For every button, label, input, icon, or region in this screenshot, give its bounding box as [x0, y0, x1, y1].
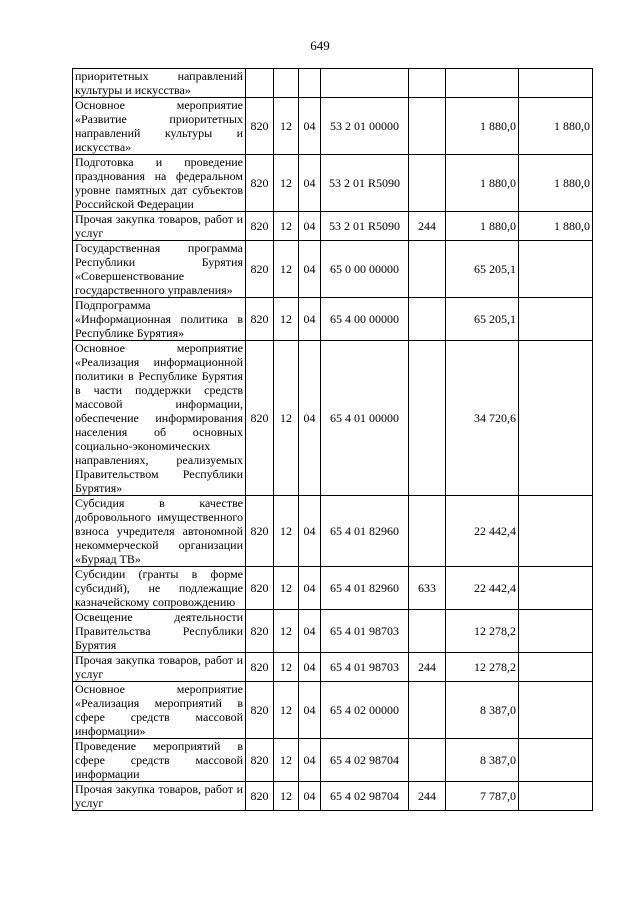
table-row [73, 241, 593, 298]
amount-year1-cell: 22 442,4 [446, 496, 519, 567]
expense-name-cell: Основное мероприятие «Реализация информационной политики в Республике Бурятия в части поддержки средств массовой информации, обеспечение информирования населения об основных социально-экономических направлениях, реализуемых Правительством Республики Бурятия» [73, 341, 246, 496]
grbs-code-cell [246, 69, 274, 98]
expense-name-cell: Подготовка и проведение празднования на федеральном уровне памятных дат субъектов Российской Федерации [73, 155, 246, 212]
target-article-code-cell [321, 69, 409, 98]
amount-year1-cell: 8 387,0 [446, 682, 519, 739]
subsection-code-cell: 04 [299, 567, 321, 610]
amount-year2-cell: 1 880,0 [519, 155, 593, 212]
page-number: 649 [310, 38, 330, 53]
grbs-code-cell: 820 [246, 653, 274, 682]
expense-type-code-cell [409, 682, 446, 739]
table-row [73, 496, 593, 567]
amount-year1-cell: 1 880,0 [446, 212, 519, 241]
grbs-code-cell: 820 [246, 567, 274, 610]
expense-type-code-cell: 633 [409, 567, 446, 610]
table-row [73, 298, 593, 341]
amount-year1-cell: 1 880,0 [446, 98, 519, 155]
section-code-cell: 12 [274, 298, 299, 341]
amount-year2-cell [519, 241, 593, 298]
expense-type-code-cell [409, 739, 446, 782]
grbs-code-cell: 820 [246, 782, 274, 811]
table-row [73, 610, 593, 653]
table-row [73, 682, 593, 739]
expense-type-code-cell [409, 241, 446, 298]
table-row [73, 212, 593, 241]
expense-name-cell: Прочая закупка товаров, работ и услуг [73, 212, 246, 241]
expense-type-code-cell [409, 155, 446, 212]
amount-year2-cell [519, 341, 593, 496]
grbs-code-cell: 820 [246, 610, 274, 653]
subsection-code-cell: 04 [299, 682, 321, 739]
table-row [73, 782, 593, 811]
target-article-code-cell: 65 4 01 98703 [321, 653, 409, 682]
table-row [73, 98, 593, 155]
expense-name-cell: Подпрограмма «Информационная политика в Республике Бурятия» [73, 298, 246, 341]
section-code-cell: 12 [274, 155, 299, 212]
section-code-cell: 12 [274, 212, 299, 241]
grbs-code-cell: 820 [246, 496, 274, 567]
amount-year2-cell [519, 682, 593, 739]
expense-type-code-cell: 244 [409, 653, 446, 682]
target-article-code-cell: 65 0 00 00000 [321, 241, 409, 298]
subsection-code-cell: 04 [299, 341, 321, 496]
subsection-code-cell: 04 [299, 496, 321, 567]
section-code-cell: 12 [274, 739, 299, 782]
expense-name-cell: Основное мероприятие «Реализация мероприятий в сфере средств массовой информации» [73, 682, 246, 739]
subsection-code-cell [299, 69, 321, 98]
grbs-code-cell: 820 [246, 298, 274, 341]
table-row [73, 341, 593, 496]
amount-year2-cell [519, 653, 593, 682]
amount-year1-cell: 12 278,2 [446, 610, 519, 653]
amount-year2-cell [519, 69, 593, 98]
section-code-cell: 12 [274, 341, 299, 496]
grbs-code-cell: 820 [246, 739, 274, 782]
target-article-code-cell: 53 2 01 00000 [321, 98, 409, 155]
expense-type-code-cell: 244 [409, 782, 446, 811]
subsection-code-cell: 04 [299, 782, 321, 811]
target-article-code-cell: 65 4 02 98704 [321, 739, 409, 782]
amount-year2-cell [519, 782, 593, 811]
target-article-code-cell: 65 4 01 82960 [321, 496, 409, 567]
subsection-code-cell: 04 [299, 298, 321, 341]
expense-name-cell: Прочая закупка товаров, работ и услуг [73, 782, 246, 811]
table-body [73, 69, 593, 811]
target-article-code-cell: 65 4 01 00000 [321, 341, 409, 496]
amount-year1-cell: 65 205,1 [446, 298, 519, 341]
expense-type-code-cell [409, 69, 446, 98]
section-code-cell: 12 [274, 782, 299, 811]
section-code-cell: 12 [274, 610, 299, 653]
amount-year1-cell: 1 880,0 [446, 155, 519, 212]
subsection-code-cell: 04 [299, 98, 321, 155]
expense-type-code-cell: 244 [409, 212, 446, 241]
grbs-code-cell: 820 [246, 341, 274, 496]
expense-type-code-cell [409, 298, 446, 341]
table-row [73, 653, 593, 682]
grbs-code-cell: 820 [246, 212, 274, 241]
amount-year1-cell: 22 442,4 [446, 567, 519, 610]
expense-name-cell: Основное мероприятие «Развитие приоритетных направлений культуры и искусства» [73, 98, 246, 155]
target-article-code-cell: 65 4 02 98704 [321, 782, 409, 811]
amount-year2-cell [519, 496, 593, 567]
expense-type-code-cell [409, 496, 446, 567]
amount-year2-cell [519, 610, 593, 653]
subsection-code-cell: 04 [299, 653, 321, 682]
target-article-code-cell: 53 2 01 R5090 [321, 212, 409, 241]
amount-year1-cell [446, 69, 519, 98]
expense-name-cell: Субсидии (гранты в форме субсидий), не подлежащие казначейскому сопровождению [73, 567, 246, 610]
amount-year2-cell: 1 880,0 [519, 98, 593, 155]
amount-year1-cell: 7 787,0 [446, 782, 519, 811]
section-code-cell: 12 [274, 98, 299, 155]
expense-name-cell: Субсидия в качестве добровольного имущественного взноса учредителя автономной некоммерческой организации «Буряад ТВ» [73, 496, 246, 567]
amount-year1-cell: 12 278,2 [446, 653, 519, 682]
amount-year2-cell: 1 880,0 [519, 212, 593, 241]
section-code-cell: 12 [274, 496, 299, 567]
section-code-cell: 12 [274, 682, 299, 739]
subsection-code-cell: 04 [299, 739, 321, 782]
table-row [73, 739, 593, 782]
expense-type-code-cell [409, 341, 446, 496]
expense-name-cell: Освещение деятельности Правительства Республики Бурятия [73, 610, 246, 653]
grbs-code-cell: 820 [246, 241, 274, 298]
amount-year2-cell [519, 298, 593, 341]
grbs-code-cell: 820 [246, 682, 274, 739]
grbs-code-cell: 820 [246, 98, 274, 155]
target-article-code-cell: 65 4 00 00000 [321, 298, 409, 341]
section-code-cell: 12 [274, 241, 299, 298]
expense-type-code-cell [409, 98, 446, 155]
target-article-code-cell: 65 4 01 82960 [321, 567, 409, 610]
amount-year1-cell: 34 720,6 [446, 341, 519, 496]
target-article-code-cell: 53 2 01 R5090 [321, 155, 409, 212]
section-code-cell: 12 [274, 653, 299, 682]
expense-name-cell: приоритетных направлений культуры и искусства» [73, 69, 246, 98]
expense-name-cell: Проведение мероприятий в сфере средств массовой информации [73, 739, 246, 782]
amount-year1-cell: 65 205,1 [446, 241, 519, 298]
section-code-cell [274, 69, 299, 98]
amount-year2-cell [519, 567, 593, 610]
subsection-code-cell: 04 [299, 212, 321, 241]
target-article-code-cell: 65 4 01 98703 [321, 610, 409, 653]
expense-name-cell: Прочая закупка товаров, работ и услуг [73, 653, 246, 682]
grbs-code-cell: 820 [246, 155, 274, 212]
amount-year2-cell [519, 739, 593, 782]
section-code-cell: 12 [274, 567, 299, 610]
subsection-code-cell: 04 [299, 241, 321, 298]
subsection-code-cell: 04 [299, 155, 321, 212]
table-row [73, 69, 593, 98]
target-article-code-cell: 65 4 02 00000 [321, 682, 409, 739]
expense-type-code-cell [409, 610, 446, 653]
amount-year1-cell: 8 387,0 [446, 739, 519, 782]
budget-table [72, 68, 593, 811]
subsection-code-cell: 04 [299, 610, 321, 653]
expense-name-cell: Государственная программа Республики Бурятия «Совершенствование государственного управления» [73, 241, 246, 298]
table-row [73, 155, 593, 212]
table-row [73, 567, 593, 610]
